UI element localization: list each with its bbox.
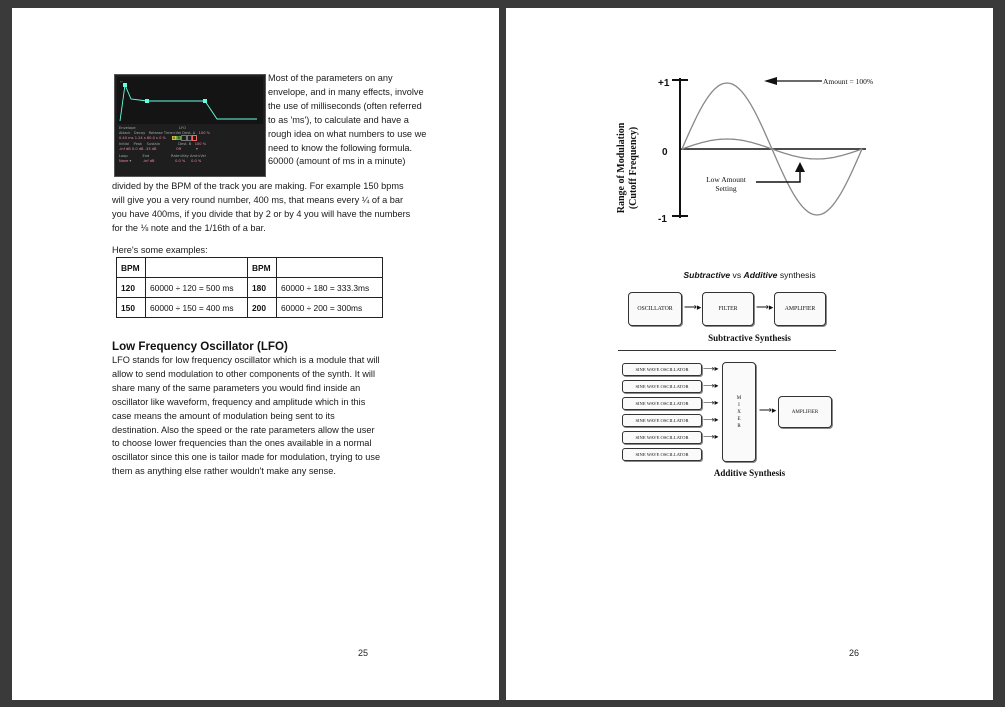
env-values-row2: -inf dB 0.0 dB -33 dB Off ▾ xyxy=(119,147,198,151)
envelope-screenshot xyxy=(114,74,266,177)
sine-oscillator-box: SINE WAVE OSCILLATOR xyxy=(622,380,702,393)
amount-label: Amount = 100% xyxy=(823,77,874,86)
env-values-row3: None ▾ -inf dB 0.0 % 0.0 % xyxy=(119,159,202,163)
arrow-icon: ⟶▸ xyxy=(703,398,719,407)
page-number: 25 xyxy=(358,648,369,658)
table-cell: 150 xyxy=(117,298,146,318)
additive-amplifier-box: AMPLIFIER xyxy=(778,396,832,428)
intro-line: need to know the following formula. xyxy=(268,142,413,153)
y-axis-label-2: (Cutoff Frequency) xyxy=(628,126,639,210)
page-26 xyxy=(506,8,993,700)
table-cell: 120 xyxy=(117,278,146,298)
table-header-cell: BPM xyxy=(248,258,277,278)
page-number: 26 xyxy=(849,648,860,658)
tick-minus-one: -1 xyxy=(658,214,667,225)
sine-oscillator-box: SINE WAVE OSCILLATOR xyxy=(622,448,702,461)
arrow-icon: ⟶▸ xyxy=(684,302,702,312)
paragraph-line: to choose lower frequencies than the ones available in a normal xyxy=(112,438,372,449)
tick-plus-one: +1 xyxy=(658,78,670,89)
paragraph-line: for the ⅛ note and the 1/16th of a bar. xyxy=(112,222,266,233)
paragraph-line: will give you a very round number, 400 ms, that means every ¼ of a bar xyxy=(112,194,404,205)
sine-oscillator-box: SINE WAVE OSCILLATOR xyxy=(622,363,702,376)
synthesis-heading xyxy=(506,270,993,280)
mixer-letter: R xyxy=(737,423,741,429)
table-cell: 200 xyxy=(248,298,277,318)
subtractive-word: Subtractive xyxy=(683,270,731,280)
filter-box: FILTER xyxy=(702,292,754,326)
intro-paragraph xyxy=(268,72,468,169)
oscillator-box: OSCILLATOR xyxy=(628,292,682,326)
env-labels-row1: Attack Decay Release Time<Vel Dest. A 100 % xyxy=(119,131,211,135)
vs-word: vs xyxy=(730,270,744,280)
mixer-box xyxy=(722,362,756,462)
y-axis-label-1: Range of Modulation xyxy=(616,122,627,214)
mixer-letter: E xyxy=(737,416,741,422)
low-amount-label-2: Setting xyxy=(715,184,737,193)
continued-paragraph xyxy=(112,180,472,236)
arrow-icon: ⟶▸ xyxy=(703,381,719,390)
env-labels-row3: Loop End Rate<Key Amt<Vel xyxy=(119,154,206,158)
low-amount-label-1: Low Amount xyxy=(706,175,746,184)
section-title: Low Frequency Oscillator (LFO) xyxy=(112,340,288,353)
subtractive-caption: Subtractive Synthesis xyxy=(708,333,791,343)
arrow-icon: ⟶▸ xyxy=(756,302,774,312)
mixer-letter: I xyxy=(738,402,740,408)
intro-line: the use of milliseconds (often referred xyxy=(268,100,422,111)
lfo-paragraph xyxy=(112,354,472,479)
table-cell: 180 xyxy=(248,278,277,298)
intro-line: Most of the parameters on any xyxy=(268,73,393,83)
table-row xyxy=(117,278,383,298)
amplifier-box: AMPLIFIER xyxy=(774,292,826,326)
paragraph-line: allow to send modulation to other components of the synth. It will xyxy=(112,368,376,379)
arrow-icon: ⟶▸ xyxy=(759,405,777,415)
env-values-row1: 0.40 ms 1.24 s 60.0 s 0 % A B xyxy=(119,136,197,140)
env-header-row: Envelope LFO xyxy=(119,126,186,130)
examples-label: Here's some examples: xyxy=(112,245,208,255)
paragraph-line: them as anything else rather wouldn't make any sense. xyxy=(112,466,336,477)
additive-word: Additive xyxy=(743,270,778,280)
amount-arrowhead xyxy=(764,77,777,85)
table-header-row xyxy=(117,258,383,278)
paragraph-line: you have 400ms, if you divide that by 2 or by 4 you will have the numbers xyxy=(112,208,411,219)
paragraph-line: divided by the BPM of the track you are making. For example 150 bpms xyxy=(112,181,404,191)
sine-oscillator-box: SINE WAVE OSCILLATOR xyxy=(622,431,702,444)
table-header-cell xyxy=(146,258,248,278)
arrow-icon: ⟶▸ xyxy=(703,415,719,424)
paragraph-line: LFO stands for low frequency oscillator which is a module that will xyxy=(112,355,380,365)
envelope-graph xyxy=(117,77,263,124)
mixer-letter: X xyxy=(737,409,741,415)
paragraph-line: oscillator since this one is tailor made for modulation, trying to use xyxy=(112,452,381,463)
divider xyxy=(618,350,836,351)
table-header-cell xyxy=(277,258,383,278)
table-cell: 60000 ÷ 200 = 300ms xyxy=(277,298,383,318)
env-labels-row2: Initial Peak Sustain Dest. B 100 % xyxy=(119,142,207,146)
arrow-icon: ⟶▸ xyxy=(703,364,719,373)
paragraph-line: share many of the same parameters you would find inside an xyxy=(112,382,361,393)
table-header-cell: BPM xyxy=(117,258,146,278)
mixer-letter: M xyxy=(736,395,742,401)
modulation-chart xyxy=(614,70,874,240)
additive-caption: Additive Synthesis xyxy=(713,468,786,478)
tick-zero: 0 xyxy=(662,147,668,158)
low-amount-arrowhead xyxy=(795,162,805,172)
intro-line: rough idea on what numbers to use we xyxy=(268,128,427,139)
sine-oscillator-box: SINE WAVE OSCILLATOR xyxy=(622,397,702,410)
paragraph-line: case means the amount of modulation being sent to its xyxy=(112,410,335,421)
bpm-table xyxy=(116,257,383,318)
table-cell: 60000 ÷ 150 = 400 ms xyxy=(146,298,248,318)
arrow-icon: ⟶▸ xyxy=(703,432,719,441)
intro-line: envelope, and in many effects, involve xyxy=(268,86,424,97)
table-cell: 60000 ÷ 120 = 500 ms xyxy=(146,278,248,298)
paragraph-line: oscillator like waveform, frequency and amplitude which in this xyxy=(112,396,366,407)
sine-oscillator-box: SINE WAVE OSCILLATOR xyxy=(622,414,702,427)
paragraph-line: destination. Also the speed or the rate parameters allow the user xyxy=(112,424,375,435)
page-25 xyxy=(12,8,499,700)
intro-line: to as 'ms'), to calculate and have a xyxy=(268,114,409,125)
table-cell: 60000 ÷ 180 = 333.3ms xyxy=(277,278,383,298)
low-amount-arrow xyxy=(756,170,800,182)
table-row xyxy=(117,298,383,318)
svg-text:⌐: ⌐ xyxy=(120,79,124,84)
intro-line: 60000 (amount of ms in a minute) xyxy=(268,156,406,167)
synthesis-word: synthesis xyxy=(777,270,816,280)
